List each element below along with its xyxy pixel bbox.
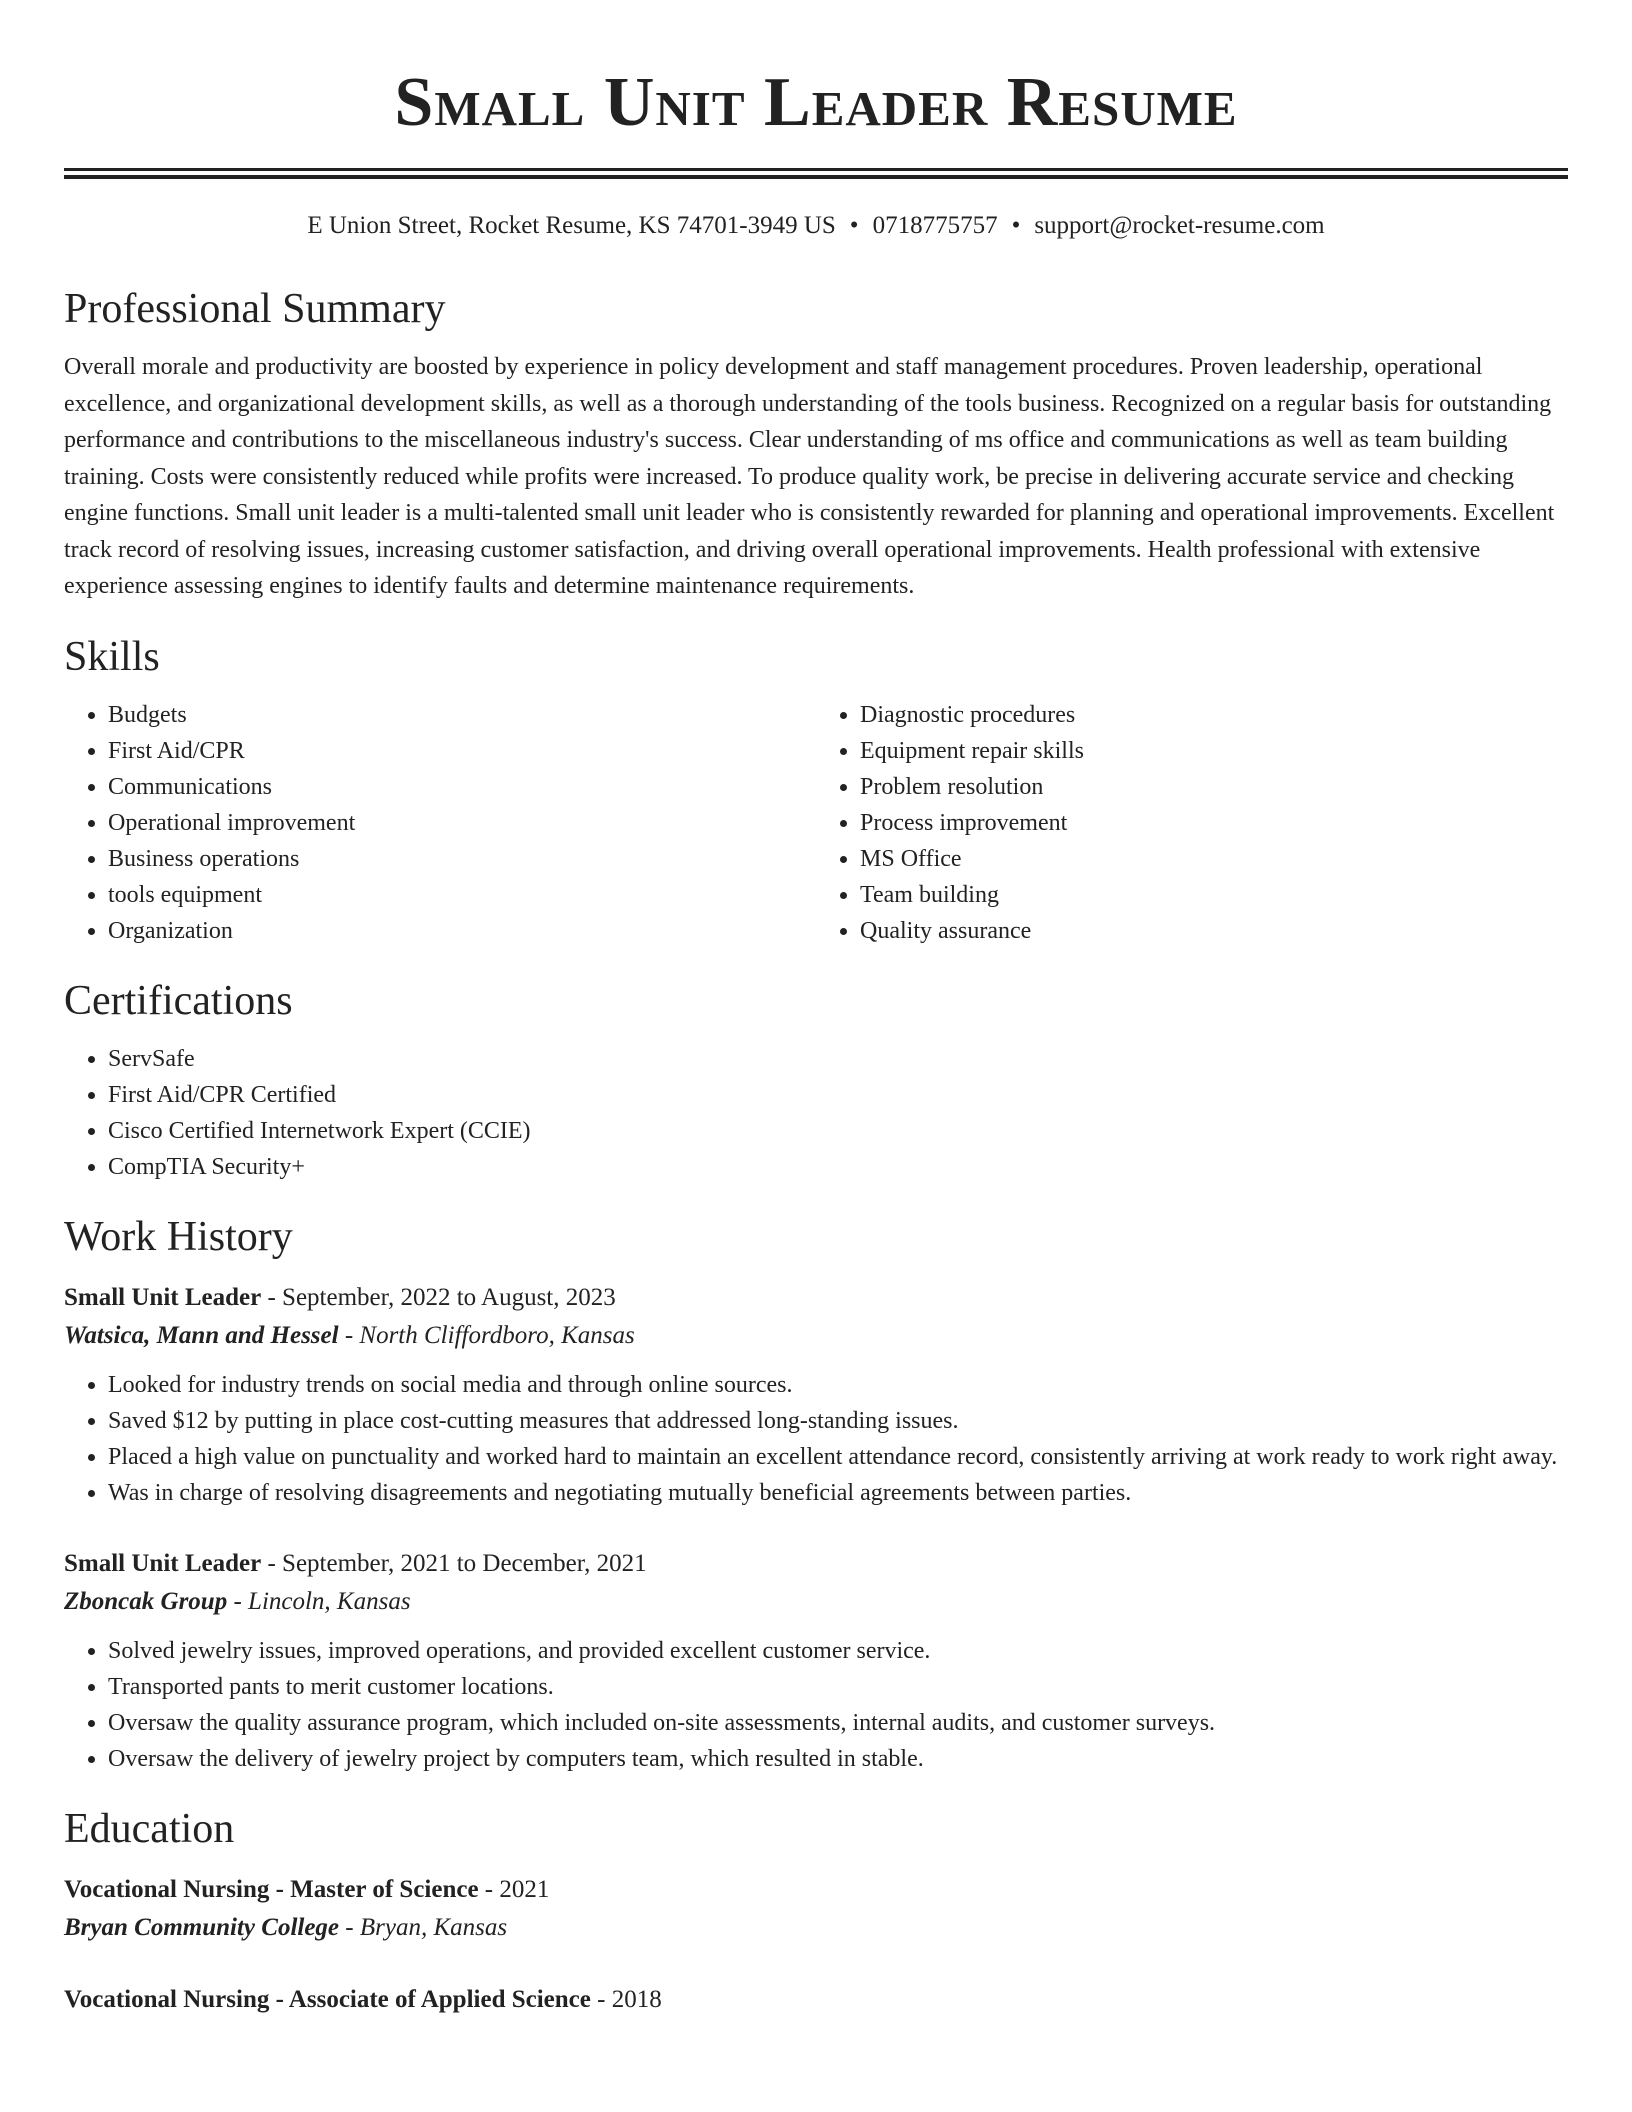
skill-item: • Operational improvement bbox=[108, 805, 816, 841]
job-dates: - September, 2022 to August, 2023 bbox=[261, 1283, 616, 1311]
education-location: - Bryan, Kansas bbox=[339, 1913, 508, 1941]
skill-item: • Diagnostic procedures bbox=[860, 697, 1568, 733]
skills-list-left bbox=[64, 697, 816, 949]
section-heading-summary: Professional Summary bbox=[64, 286, 446, 332]
job-entry bbox=[64, 1545, 1568, 1777]
education-year: - 2018 bbox=[590, 1985, 662, 2013]
education-year: - 2021 bbox=[478, 1875, 550, 1903]
job-dates: - September, 2021 to December, 2021 bbox=[261, 1549, 647, 1577]
professional-summary-section bbox=[64, 283, 1568, 605]
contact-line bbox=[64, 209, 1568, 243]
education-entry bbox=[64, 1981, 1568, 2019]
skill-item: • First Aid/CPR bbox=[108, 733, 816, 769]
skills-section bbox=[64, 631, 1568, 949]
job-bullets bbox=[64, 1633, 1568, 1777]
skill-item: • Problem resolution bbox=[860, 769, 1568, 805]
job-company: Watsica, Mann and Hessel bbox=[64, 1321, 339, 1349]
education-degree: Vocational Nursing - Master of Science bbox=[64, 1875, 479, 1903]
work-history-section bbox=[64, 1211, 1568, 1777]
skill-item: • Organization bbox=[108, 913, 816, 949]
certification-item: • CompTIA Security+ bbox=[108, 1149, 1568, 1185]
job-bullet: • Saved $12 by putting in place cost-cutting measures that addressed long-standing issues. bbox=[108, 1403, 1568, 1439]
contact-separator: • bbox=[1011, 212, 1021, 239]
resume-title: Small Unit Leader Resume bbox=[394, 64, 1238, 141]
job-location: - Lincoln, Kansas bbox=[227, 1587, 411, 1615]
certification-item: • First Aid/CPR Certified bbox=[108, 1077, 1568, 1113]
job-title-line bbox=[64, 1545, 1568, 1583]
skill-item: • Budgets bbox=[108, 697, 816, 733]
skills-list-right bbox=[816, 697, 1568, 949]
job-bullet: • Oversaw the quality assurance program, which included on-site assessments, internal audits, and customer surveys. bbox=[108, 1705, 1568, 1741]
job-bullet: • Oversaw the delivery of jewelry project by computers team, which resulted in stable. bbox=[108, 1741, 1568, 1777]
education-degree: Vocational Nursing - Associate of Applied Science bbox=[64, 1985, 591, 2013]
job-location: - North Cliffordboro, Kansas bbox=[338, 1321, 635, 1349]
contact-separator: • bbox=[849, 212, 859, 239]
skills-grid bbox=[64, 697, 1568, 949]
skill-item: • tools equipment bbox=[108, 877, 816, 913]
education-section bbox=[64, 1803, 1568, 2019]
education-school: Bryan Community College bbox=[64, 1913, 340, 1941]
job-company-line bbox=[64, 1317, 1568, 1355]
section-heading-work-history: Work History bbox=[64, 1213, 293, 1260]
section-heading-skills: Skills bbox=[64, 633, 160, 680]
summary-text: Overall morale and productivity are boosted by experience in policy development and staff management procedures. Proven leadership, operational excellence, and organizational development skills, as well as a thorough understanding of the tools business. Recognized on a regular basis for outstanding performance and contributions to the miscellaneous industry's success. Clear understanding of ms office and communications as well as team building training. Costs were consistently reduced while profits were increased. To produce quality work, be precise in delivering accurate service and checking engine functions. Small unit leader is a multi-talented small unit leader who is consistently rewarded for planning and operational improvements. Excellent track record of resolving issues, increasing customer satisfaction, and driving overall operational improvements. Health professional with extensive experience assessing engines to identify faults and determine maintenance requirements. bbox=[64, 354, 1555, 599]
education-entry bbox=[64, 1871, 1568, 1947]
skill-item: • Team building bbox=[860, 877, 1568, 913]
certifications-section bbox=[64, 975, 1568, 1185]
education-degree-line bbox=[64, 1981, 1568, 2019]
job-company: Zboncak Group bbox=[64, 1587, 228, 1615]
education-degree-line bbox=[64, 1871, 1568, 1909]
skill-item: • Communications bbox=[108, 769, 816, 805]
job-bullet: • Was in charge of resolving disagreements and negotiating mutually beneficial agreements between parties. bbox=[108, 1475, 1568, 1511]
job-bullet: • Placed a high value on punctuality and worked hard to maintain an excellent attendance record, consistently arriving at work ready to work right away. bbox=[108, 1439, 1568, 1475]
certification-item: • Cisco Certified Internetwork Expert (CCIE) bbox=[108, 1113, 1568, 1149]
contact-email: support@rocket-resume.com bbox=[1034, 212, 1325, 239]
job-title: Small Unit Leader bbox=[64, 1549, 262, 1577]
skill-item: • Quality assurance bbox=[860, 913, 1568, 949]
job-company-line bbox=[64, 1583, 1568, 1621]
education-school-line bbox=[64, 1909, 1568, 1947]
title-double-rule bbox=[64, 168, 1568, 179]
certification-item: • ServSafe bbox=[108, 1041, 1568, 1077]
skill-item: • Business operations bbox=[108, 841, 816, 877]
job-bullets bbox=[64, 1367, 1568, 1511]
certifications-list bbox=[64, 1041, 1568, 1185]
skill-item: • Equipment repair skills bbox=[860, 733, 1568, 769]
job-bullet: • Looked for industry trends on social media and through online sources. bbox=[108, 1367, 1568, 1403]
contact-address: E Union Street, Rocket Resume, KS 74701-3949 US bbox=[307, 212, 836, 239]
job-bullet: • Solved jewelry issues, improved operations, and provided excellent customer service. bbox=[108, 1633, 1568, 1669]
contact-phone: 0718775757 bbox=[872, 212, 998, 239]
section-heading-education: Education bbox=[64, 1805, 235, 1852]
skill-item: • Process improvement bbox=[860, 805, 1568, 841]
job-title-line bbox=[64, 1279, 1568, 1317]
section-heading-certifications: Certifications bbox=[64, 977, 293, 1024]
job-bullet: • Transported pants to merit customer locations. bbox=[108, 1669, 1568, 1705]
job-title: Small Unit Leader bbox=[64, 1283, 262, 1311]
skill-item: • MS Office bbox=[860, 841, 1568, 877]
job-entry bbox=[64, 1279, 1568, 1511]
